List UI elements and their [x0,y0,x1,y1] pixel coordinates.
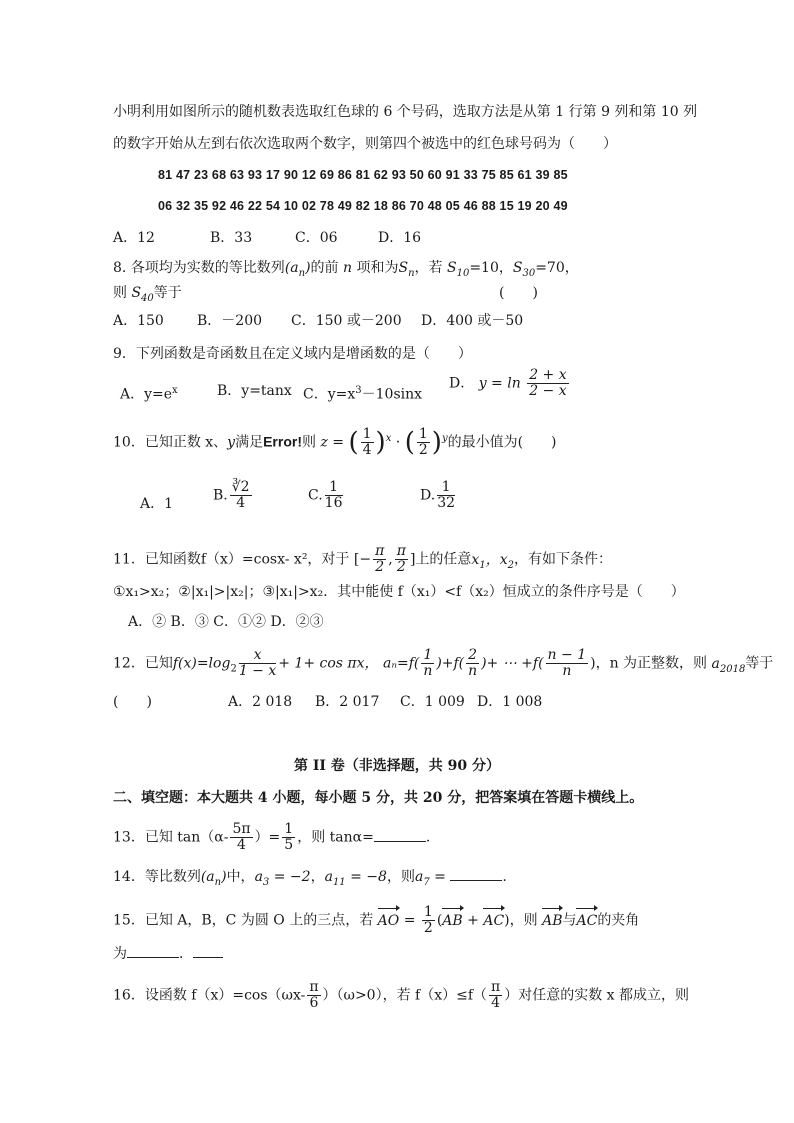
q7-option-a: A．12 [113,230,155,246]
q9-option-d: D． y = ln $\frac{2 + x}{2 - x}$ [449,367,567,399]
q9-option-a: A．$y=e^x$ [120,385,178,403]
q8-stem-line1: 8. 各项均为实数的等比数列$(a_n)$的前 n 项和为$S_n$，若 $S_{10}=10$，$S_{30}=70$， [113,260,579,279]
q10-option-b: B. $\frac{∛2}{4}$ [213,479,250,511]
q8-option-c: C．150 或－200 [291,313,402,329]
q7-option-b: B．33 [210,230,253,246]
q10-stem: 10．已知正数 x、y满足Error!则 z = ( $\frac{1}{4}$ )$^x$ · ( $\frac{1}{2}$ )$^y$的最小值为( ) [113,426,557,458]
q9-option-b: B．y=tanx [217,383,292,399]
q9-option-c: C．$y=x^3-10\sin x$ [303,385,423,403]
q14-answer-blank[interactable] [450,866,502,881]
q12-option-d: D．1 008 [477,694,543,710]
random-table-row-2: 06 32 35 92 46 22 54 10 02 78 49 82 18 86 70 48 05 46 88 15 19 20 49 [158,199,568,213]
q15-stem-line2: 为 ． [113,943,223,964]
q12-answer-paren: ( ) [113,694,152,710]
q12-option-a: A．2 018 [228,694,293,710]
q15-stem: 15．已知 A，B，C 为圆 O 上的三点，若 AO = $\frac{1}{2}$ (AB + AC)，则 AB与AC的夹角 [113,904,640,936]
q15-answer-blank-2[interactable] [193,943,223,958]
q15-answer-blank[interactable] [127,943,179,958]
q7-option-c: C．06 [295,230,338,246]
q16-stem: 16．设函数 f（x）=cos（ωx- $\frac{\pi}{6}$ ）（ω>0），若 f（x）≤f（ $\frac{\pi}{4}$ ）对任意的实数 x 都成立，则 [113,979,690,1011]
q10-option-d: D. $\frac{1}{32}$ [420,479,456,511]
q11-stem: 11．已知函数f（x）=cosx- x²，对于 [− $\frac{\pi}{2}$ , $\frac{\pi}{2}$ ]上的任意$x_1$，$x_2$，有如下条件： [113,543,612,575]
q10-option-c: C. $\frac{1}{16}$ [308,479,343,511]
q11-conditions: ①x₁>x₂；②|x₁|>|x₂|；③|x₁|>x₂．其中能使 f（x₁）<f（x₂）恒成立的条件序号是（ ） [113,584,685,600]
q12-stem: 12．已知$f(x)=\log_2$ $\frac{x}{1 - x}$ + 1+ cos πx， aₙ=f( $\frac{1}{n}$ )+f( $\frac{2}{n}$ )+ ⋯ +f( $\frac{n - 1}{n}$ )，n 为正整数，则 $a_{2018}$等于 [113,647,774,679]
q9-stem: 9．下列函数是奇函数且在定义域内是增函数的是（ ） [113,346,472,362]
section-title: 第 II 卷（非选择题，共 90 分） [293,758,501,774]
q7-stem-line1: 小明利用如图所示的随机数表选取红色球的 6 个号码，选取方法是从第 1 行第 9 列和第 10 列 [113,104,698,120]
section-part-heading: 二、填空题：本大题共 4 小题，每小题 5 分，共 20 分，把答案填在答题卡横线上。 [113,790,644,806]
q8-answer-paren: ( ) [499,285,538,301]
q13-answer-blank[interactable] [374,827,426,842]
q12-option-b: B．2 017 [315,694,380,710]
q8-stem-line2: 则 $S_{40}$等于 [113,285,182,304]
q8-option-d: D．400 或－50 [421,313,524,329]
q13-stem: 13．已知 tan（α- $\frac{5\pi}{4}$ ）= $\frac{1}{5}$ ，则 tanα= . [113,821,431,853]
q12-option-c: C．1 009 [400,694,465,710]
q8-option-a: A．150 [113,313,164,329]
q8-option-b: B．－200 [197,313,263,329]
q7-stem-line2: 的数字开始从左到右依次选取两个数字，则第四个被选中的红色球号码为（ ） [113,136,617,152]
q10-option-a: A．1 [140,496,174,512]
q9-option-d-fraction: $\frac{2 + x}{2 - x}$ [529,367,567,399]
random-table-row-1: 81 47 23 68 63 93 17 90 12 69 86 81 62 93 50 60 91 33 75 85 61 39 85 [158,168,568,182]
q10-error-text: Error! [263,433,302,450]
q14-stem: 14．等比数列$(a_n)$中，$a_3 = -2$，$a_{11} = -8$，则$a_7$ = . [113,866,507,893]
q11-options: A．② B．③ C．①② D．②③ [128,614,324,630]
q7-option-d: D．16 [378,230,422,246]
